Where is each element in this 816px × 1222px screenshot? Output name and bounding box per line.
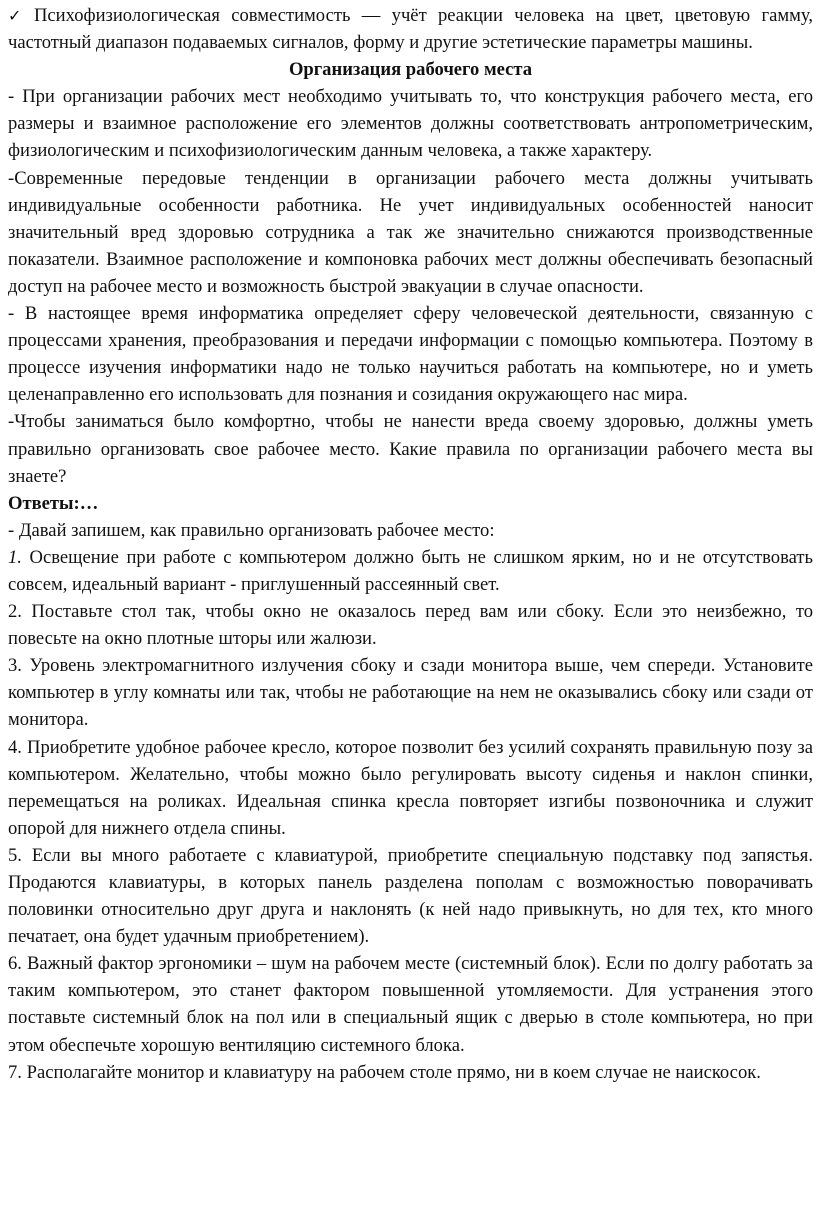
rule-number: 5. <box>8 844 22 866</box>
rule-item-4 <box>8 734 813 842</box>
rule-text: Приобретите удобное рабочее кресло, которое позволит без усилий сохранять правильную позу за компьютером. Желательно, чтобы можно было регулировать высоту сиденья и наклон спинки, перемещаться на роликах. Идеальная спинка кресла повторяет изгибы позвоночника и служит опорой для нижнего отдела спины. <box>8 736 813 839</box>
paragraph-2: -Современные передовые тенденции в организации рабочего места должны учитывать индивидуальные особенности работника. Не учет индивидуальных особенностей наносит значительный вред здоровью сотрудника а так же значительно снижаются производственные показатели. Взаимное расположение и компоновка рабочих мест должны обеспечивать безопасный доступ на рабочее место и возможность быстрой эвакуации в случае опасности. <box>8 167 813 297</box>
paragraph-3: - В настоящее время информатика определяет сферу человеческой деятельности, связанную с процессами хранения, преобразования и передачи информации с помощью компьютера. Поэтому в процессе изучения информатики надо не только научиться работать на компьютере, но и уметь целенаправленно его использовать для познания и созидания окружающего нас мира. <box>8 303 813 406</box>
paragraph-4: -Чтобы заниматься было комфортно, чтобы не нанести вреда своему здоровью, должны уметь правильно организовать свое рабочее место. Какие правила по организации рабочего места вы знаете? <box>8 411 813 487</box>
paragraph-1: - При организации рабочих мест необходимо учитывать то, что конструкция рабочего места, его размеры и взаимное расположение его элементов должны соответствовать антропометрическим, физиологическим и психофизиологическим данным человека, а также характеру. <box>8 86 813 162</box>
rule-number: 7. <box>8 1061 22 1083</box>
rule-item-3 <box>8 652 813 733</box>
rule-text: Освещение при работе с компьютером должно быть не слишком ярким, но и не отсутствовать совсем, идеальный вариант - приглушенный рассеянный свет. <box>8 546 813 595</box>
section-heading: Организация рабочего места <box>288 59 533 81</box>
answers-label: Ответы:… <box>8 492 99 514</box>
rule-number: 3. <box>8 655 22 677</box>
rule-item-1 <box>8 544 813 598</box>
rule-item-7 <box>8 1059 813 1086</box>
rule-text: Поставьте стол так, чтобы окно не оказалось перед вам или сбоку. Если это неизбежно, то повесьте на окно плотные шторы или жалюзи. <box>8 601 813 650</box>
answers-intro: - Давай запишем, как правильно организовать рабочее место: <box>8 519 495 541</box>
intro-text: Психофизиологическая совместимость — учёт реакции человека на цвет, цветовую гамму, частотный диапазон подаваемых сигналов, форму и другие эстетические параметры машины. <box>8 5 813 54</box>
rule-item-5 <box>8 842 813 950</box>
rule-text: Располагайте монитор и клавиатуру на рабочем столе прямо, ни в коем случае не наискосок. <box>21 1061 761 1083</box>
rule-text: Если вы много работаете с клавиатурой, приобретите специальную подставку под запястья. Продаются клавиатуры, в которых панель разделена пополам с возможностью поворачивать половинки относительно друг друга и наклонять (к ней надо привыкнуть, но для тех, кто много печатает, она будет удачным приобретением). <box>8 844 813 948</box>
rule-text: Уровень электромагнитного излучения сбоку и сзади монитора выше, чем спереди. Установите компьютер в углу комнаты или так, чтобы не работающие на нем не оказывались сбоку или сзади от монитора. <box>8 655 813 731</box>
checkmark-icon: ✓ <box>8 6 22 25</box>
rule-number: 6. <box>8 953 22 975</box>
rule-item-2 <box>8 598 813 652</box>
rule-text: Важный фактор эргономики – шум на рабочем месте (системный блок). Если по долгу работать за таким компьютером, это станет фактором повышенной утомляемости. Для устранения этого поставьте системный блок на пол или в специальный ящик с дверью в столе компьютера, но при этом обеспечьте хорошую вентиляцию системного блока. <box>8 953 813 1056</box>
rule-number: 2. <box>8 601 22 623</box>
rule-item-6 <box>8 950 813 1058</box>
rule-number: 4. <box>8 736 22 758</box>
rule-number: 1. <box>8 546 22 568</box>
intro-paragraph <box>8 2 813 56</box>
